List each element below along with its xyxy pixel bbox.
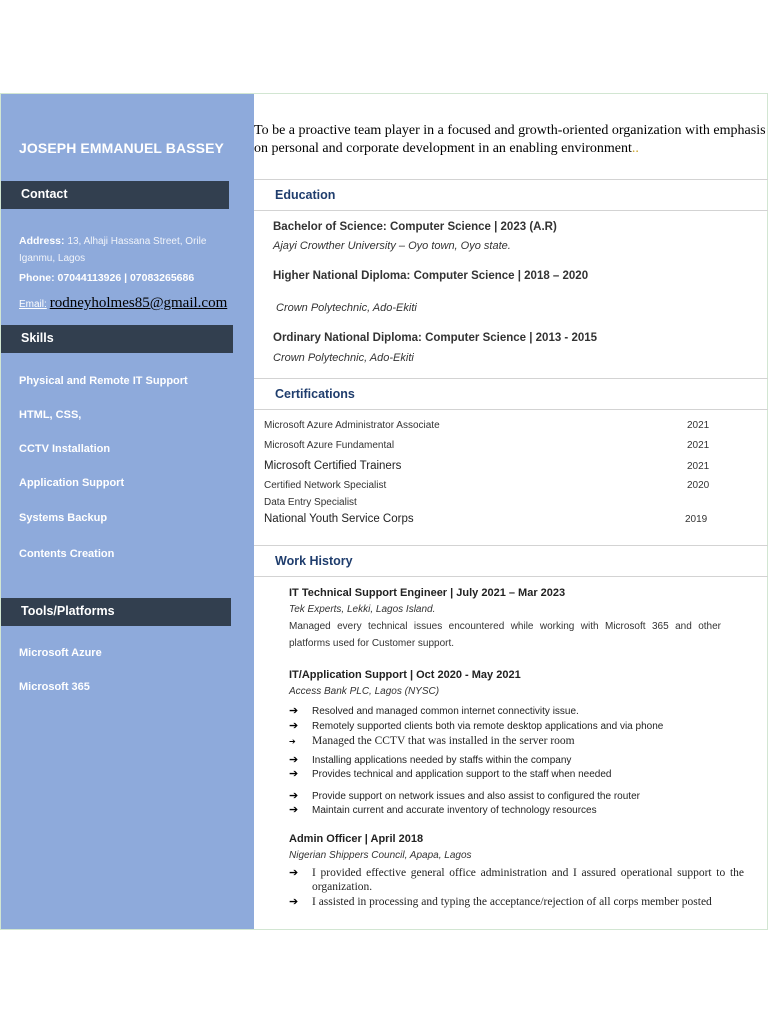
email-link[interactable]: rodneyholmes85@gmail.com — [49, 295, 228, 311]
job-bullet — [289, 705, 744, 718]
job-company: Tek Experts, Lekki, Lagos Island. — [289, 604, 436, 615]
arrow-icon: ➔ — [289, 896, 299, 908]
arrow-icon: ➔ — [289, 867, 299, 879]
email — [19, 295, 227, 313]
job-bullet — [289, 720, 744, 733]
certification-year: 2019 — [685, 514, 708, 525]
job-bullet-text: Resolved and managed common internet connectivity issue. — [312, 706, 579, 717]
sidebar — [1, 94, 254, 929]
objective — [254, 122, 768, 158]
job-bullet — [289, 895, 744, 909]
job-bullet-text: I assisted in processing and typing the acceptance/rejection of all corps member posted — [312, 896, 712, 908]
job-bullet — [289, 768, 744, 781]
job-bullet — [289, 866, 744, 894]
tools-heading: Tools/Platforms — [1, 598, 231, 626]
job-bullet — [289, 734, 744, 748]
job-title: Admin Officer | April 2018 — [289, 833, 424, 845]
certification-name: Certified Network Specialist — [264, 480, 387, 491]
arrow-icon: ➔ — [289, 720, 299, 732]
address-label: Address: — [19, 235, 65, 247]
job-bullet-text: Remotely supported clients both via remote desktop applications and via phone — [312, 721, 664, 732]
phone-value: 07044113926 | 07083265686 — [57, 272, 195, 284]
main-content — [254, 94, 768, 929]
skill-item: CCTV Installation — [19, 443, 111, 455]
job-bullet-text: Provide support on network issues and also assist to configured the router — [312, 791, 640, 802]
skill-item: Application Support — [19, 477, 125, 489]
job-title: IT Technical Support Engineer | July 2021 – Mar 2023 — [289, 587, 566, 599]
education-school: Crown Polytechnic, Ado-Ekiti — [276, 302, 417, 314]
arrow-icon: ➔ — [289, 768, 299, 780]
certification-name: Microsoft Certified Trainers — [264, 460, 402, 472]
phone-label: Phone: — [19, 272, 55, 284]
resume-page — [0, 93, 768, 930]
education-school: Crown Polytechnic, Ado-Ekiti — [273, 352, 414, 364]
certifications-heading: Certifications — [275, 387, 355, 401]
certification-name: National Youth Service Corps — [264, 513, 414, 525]
certification-year: 2021 — [687, 420, 710, 431]
arrow-icon: ➔ — [289, 790, 299, 802]
job-company: Nigerian Shippers Council, Apapa, Lagos — [289, 850, 472, 861]
certification-year: 2021 — [687, 440, 710, 451]
education-degree: Ordinary National Diploma: Computer Science | 2013 - 2015 — [273, 332, 598, 344]
job-company: Access Bank PLC, Lagos (NYSC) — [289, 686, 440, 697]
job-bullet — [289, 804, 744, 817]
job-bullet-text: Managed the CCTV that was installed in the server room — [312, 735, 575, 747]
certification-year: 2020 — [687, 480, 710, 491]
skill-item: HTML, CSS, — [19, 409, 82, 421]
job-bullet-text: Installing applications needed by staffs within the company — [312, 755, 572, 766]
objective-trail: .. — [631, 141, 639, 156]
skills-heading: Skills — [1, 325, 233, 353]
work-history-section-bar — [254, 545, 768, 577]
education-section-bar — [254, 179, 768, 211]
job-title: IT/Application Support | Oct 2020 - May 2021 — [289, 669, 521, 681]
arrow-icon: ➔ — [289, 754, 299, 766]
address — [19, 233, 224, 267]
skill-item: Contents Creation — [19, 548, 115, 560]
skill-item: Physical and Remote IT Support — [19, 375, 188, 387]
certification-name: Microsoft Azure Administrator Associate — [264, 420, 440, 431]
certification-name: Microsoft Azure Fundamental — [264, 440, 395, 451]
skill-item: Systems Backup — [19, 512, 108, 524]
work-history-heading: Work History — [275, 554, 353, 568]
contact-heading: Contact — [1, 181, 229, 209]
job-bullet-text: Provides technical and application support to the staff when needed — [312, 769, 612, 780]
phone — [19, 270, 194, 286]
job-bullet-text: I provided effective general office administration and I assured operational support to the organization. — [312, 867, 744, 893]
certification-year: 2021 — [687, 461, 710, 472]
address-value: 13, Alhaji Hassana Street, Orile Iganmu, Lagos — [19, 236, 207, 264]
education-school: Ajayi Crowther University – Oyo town, Oyo state. — [273, 240, 511, 252]
certifications-section-bar — [254, 378, 768, 410]
education-degree: Bachelor of Science: Computer Science | 2023 (A.R) — [273, 221, 557, 233]
arrow-icon: ➔ — [289, 737, 296, 746]
job-description: Managed every technical issues encountered while working with Microsoft 365 and other platforms used for Customer support. — [289, 621, 721, 649]
certification-name: Data Entry Specialist — [264, 497, 357, 508]
education-degree: Higher National Diploma: Computer Science | 2018 – 2020 — [273, 270, 589, 282]
email-label: Email: — [19, 299, 47, 310]
tool-item: Microsoft 365 — [19, 681, 90, 693]
arrow-icon: ➔ — [289, 804, 299, 816]
tool-item: Microsoft Azure — [19, 647, 102, 659]
job-bullet — [289, 754, 744, 767]
education-heading: Education — [275, 188, 336, 202]
objective-text: To be a proactive team player in a focused and growth-oriented organization with emphasis on personal and corporate development in an enabling environment — [254, 123, 766, 156]
arrow-icon: ➔ — [289, 705, 299, 717]
job-bullet — [289, 790, 744, 803]
candidate-name: JOSEPH EMMANUEL BASSEY — [19, 140, 224, 156]
job-bullet-text: Maintain current and accurate inventory of technology resources — [312, 805, 597, 816]
